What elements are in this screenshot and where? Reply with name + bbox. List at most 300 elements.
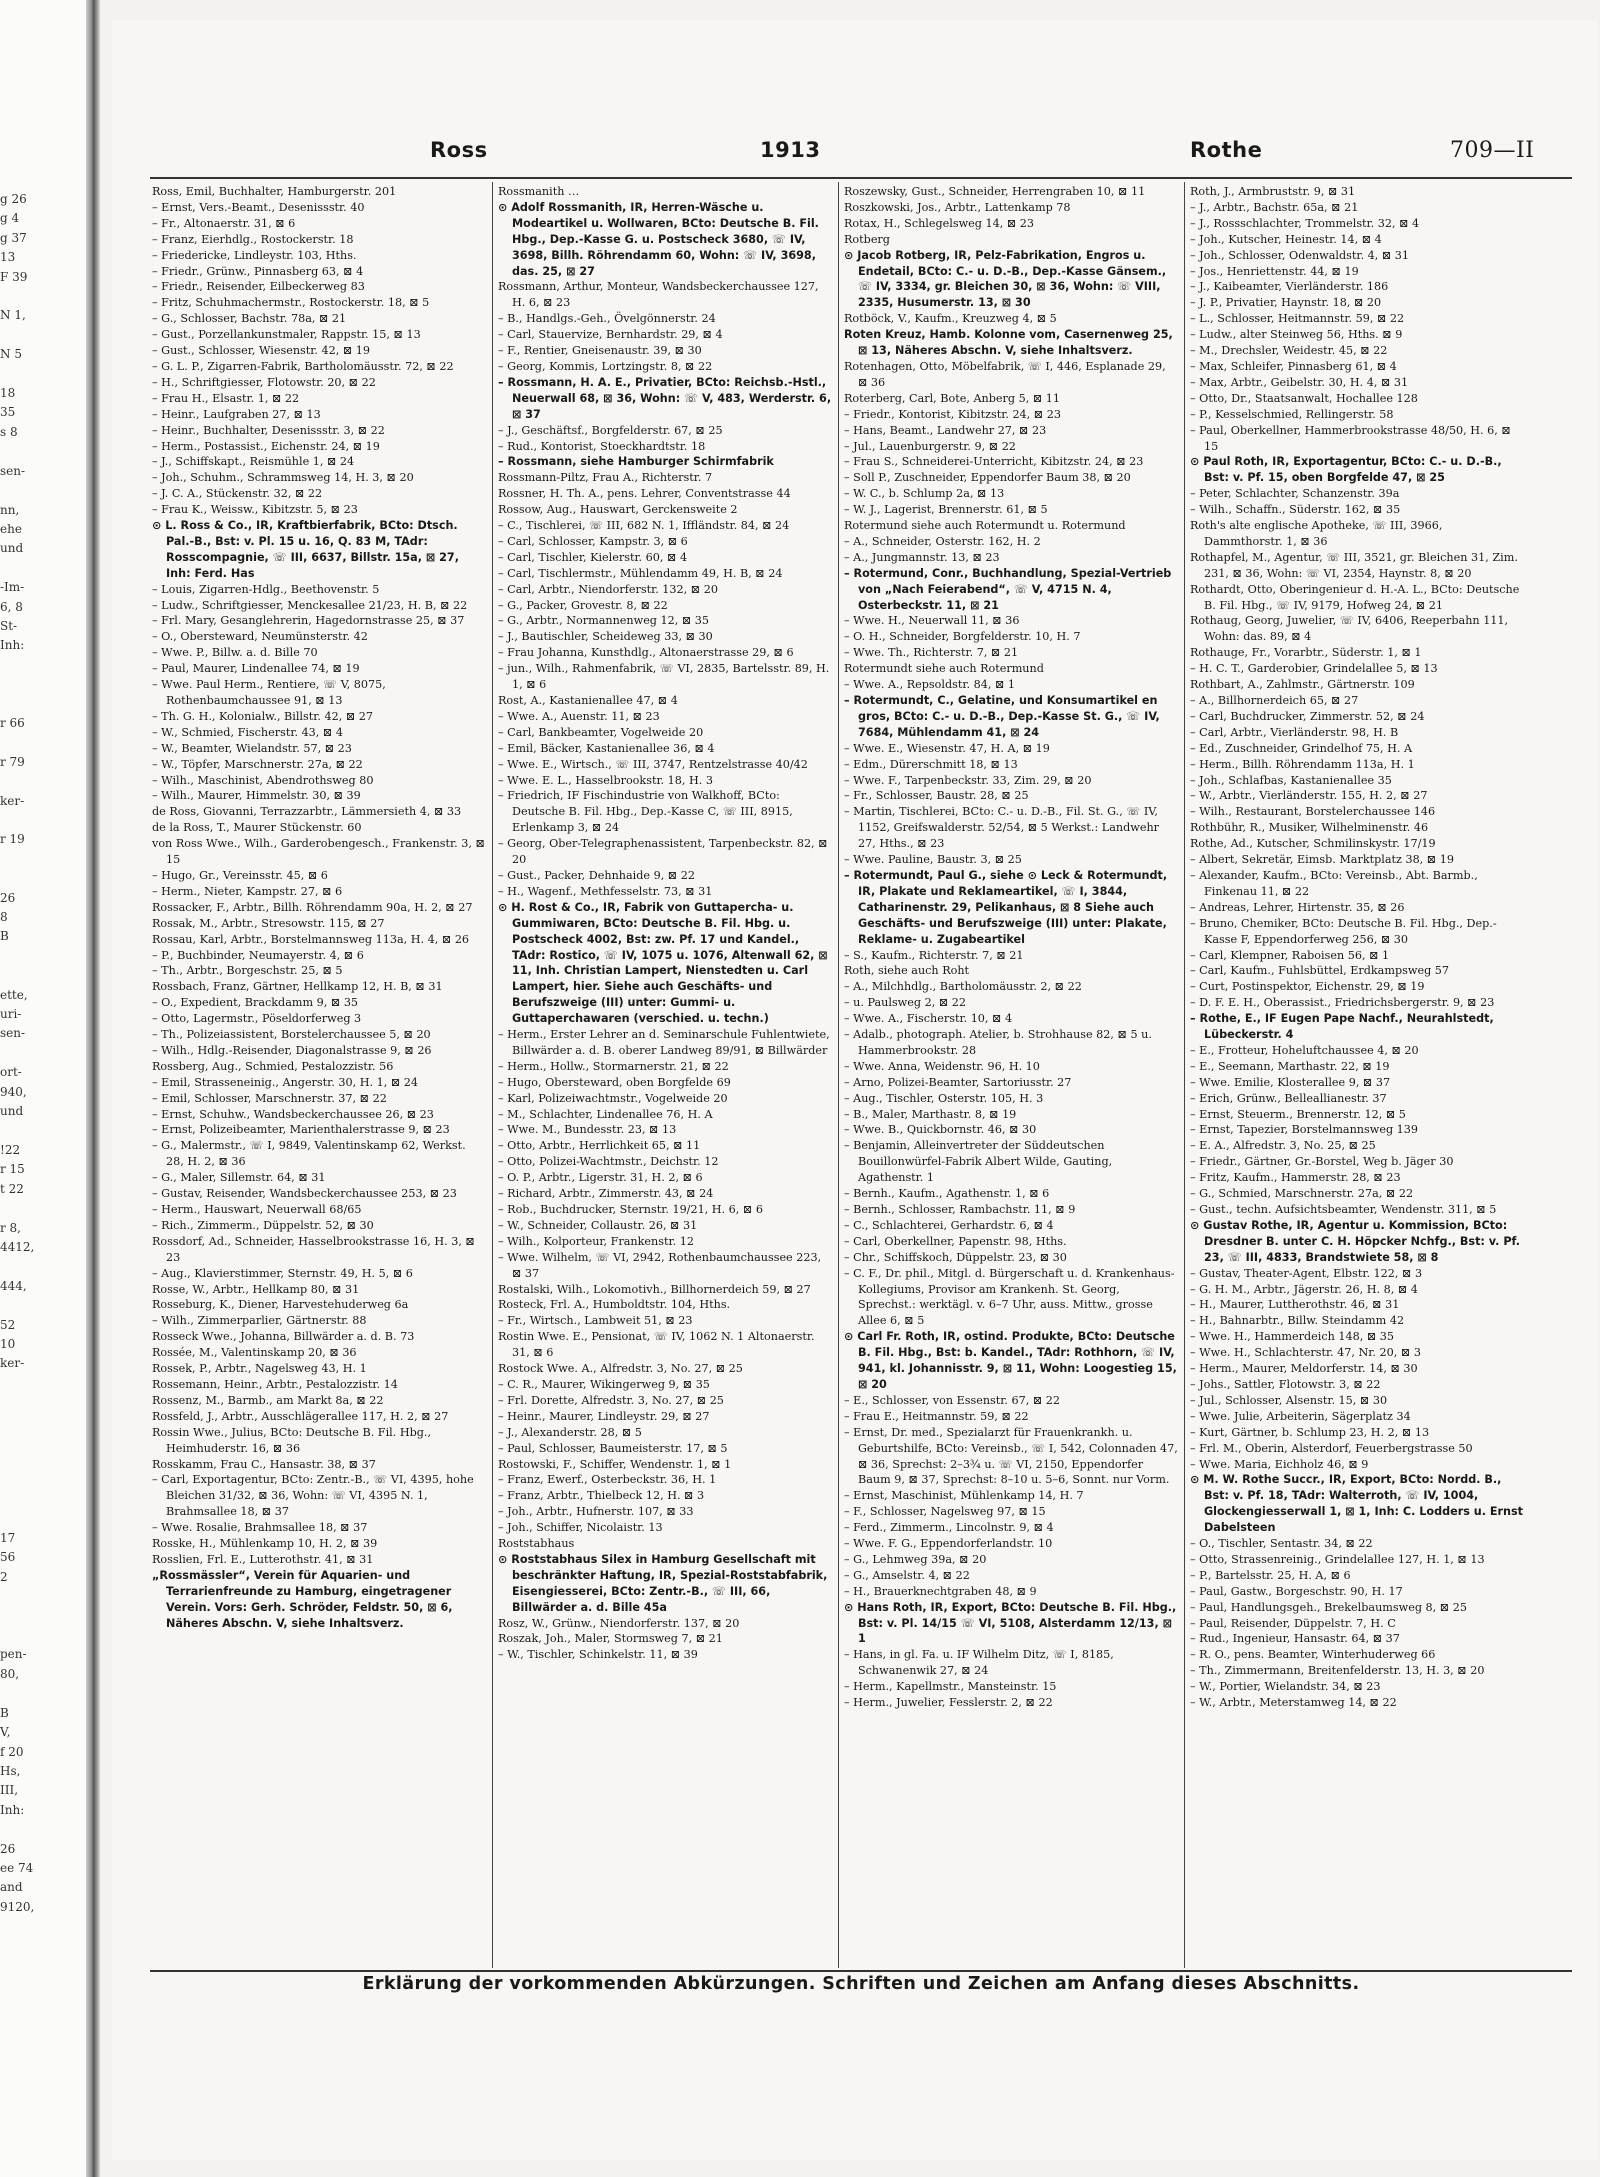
directory-entry: Rossin Wwe., Julius, BCto: Deutsche B. Fil. Hbg., Heimhuderstr. 16, ⊠ 36 [152, 1425, 432, 1455]
directory-entry: – Jul., Schlosser, Alsenstr. 15, ⊠ 30 [1190, 1393, 1388, 1407]
directory-entry: Rossfeld, J., Arbtr., Ausschlägerallee 117, H. 2, ⊠ 27 [152, 1409, 449, 1423]
margin-fragment: uri- [0, 1007, 22, 1022]
previous-page-margin-text [0, 190, 58, 1917]
directory-entry: – P., Buchbinder, Neumayerstr. 4, ⊠ 6 [152, 948, 364, 962]
margin-fragment: ker- [0, 793, 25, 808]
margin-fragment: pen- [0, 1647, 27, 1662]
header-year: 1913 [760, 138, 821, 162]
directory-entry: – Georg, Ober-Telegraphenassistent, Tarpenbeckstr. 82, ⊠ 20 [498, 837, 828, 867]
directory-entry: – Herm., Billh. Röhrendamm 113a, H. 1 [1190, 757, 1415, 771]
directory-entry: – W., Töpfer, Marschnerstr. 27a, ⊠ 22 [152, 757, 363, 771]
directory-entry: ⊙ Jacob Rotberg, IR, Pelz-Fabrikation, Engros u. Endetail, BCto: C.- u. D.-B., Dep.-Kasse Gänsem., ☏ IV, 3334, gr. Bleichen 30, ⊠ 36, Wohn: ☏ VIII, 2335, Husumerstr. 13, ⊠ 30 [844, 248, 1167, 310]
directory-entry: Rothauge, Fr., Vorarbtr., Süderstr. 1, ⊠ 1 [1190, 646, 1422, 660]
margin-fragment: 444, [0, 1278, 27, 1293]
directory-entry: Rothe, Ad., Kutscher, Schmilinskystr. 17/19 [1190, 837, 1436, 851]
directory-entry: Rotböck, V., Kaufm., Kreuzweg 4, ⊠ 5 [844, 312, 1057, 326]
directory-entry: – Albert, Sekretär, Eimsb. Marktplatz 38, ⊠ 19 [1190, 853, 1454, 867]
directory-entry: – E., Frotteur, Hoheluftchaussee 4, ⊠ 20 [1190, 1043, 1419, 1057]
directory-entry: – Karl, Polizeiwachtmstr., Vogelweide 20 [498, 1091, 728, 1105]
directory-entry: Rossak, M., Arbtr., Stresowstr. 115, ⊠ 27 [152, 916, 385, 930]
directory-entry: – W. J., Lagerist, Brennerstr. 61, ⊠ 5 [844, 503, 1048, 517]
margin-fragment: 6, 8 [0, 599, 23, 614]
directory-entry: Rostock Wwe. A., Alfredstr. 3, No. 27, ⊠ 25 [498, 1362, 743, 1376]
margin-fragment: V, [0, 1725, 11, 1740]
directory-entry: Rothbart, A., Zahlmstr., Gärtnerstr. 109 [1190, 678, 1415, 692]
directory-entry: – Ernst, Vers.-Beamt., Desenissstr. 40 [152, 200, 365, 214]
directory-entry: – Carl, Tischler, Kielerstr. 60, ⊠ 4 [498, 550, 688, 564]
margin-fragment: Inh: [0, 638, 25, 653]
directory-entry: – Franz, Arbtr., Thielbeck 12, H. ⊠ 3 [498, 1489, 705, 1503]
directory-entry: Roststabhaus [498, 1537, 575, 1551]
directory-entry: – Wilh., Kolporteur, Frankenstr. 12 [498, 1234, 694, 1248]
directory-entry: ⊙ Adolf Rossmanith, IR, Herren-Wäsche u. Modeartikel u. Wollwaren, BCto: Deutsche B. Fil. Hbg., Dep.-Kasse G. u. Postscheck 3680, ☏ IV, 3698, Billh. Röhrendamm 60, Wohn: ☏ IV, 3698, das. 25, ⊠ 27 [498, 200, 819, 278]
directory-entry: Rosseburg, K., Diener, Harvestehuderweg 6a [152, 1298, 409, 1312]
directory-entry: – Soll P., Zuschneider, Eppendorfer Baum 38, ⊠ 20 [844, 471, 1131, 485]
directory-entry: – Wilh., Maurer, Himmelstr. 30, ⊠ 39 [152, 789, 361, 803]
directory-entry: ⊙ Paul Roth, IR, Exportagentur, BCto: C.- u. D.-B., Bst: v. Pf. 15, oben Borgfelde 47, ⊠ 25 [1190, 455, 1502, 485]
margin-fragment [0, 1587, 58, 1606]
directory-entry: – Friedr., Gärtner, Gr.-Borstel, Weg b. Jäger 30 [1190, 1155, 1454, 1169]
directory-entry: – J. C. A., Stückenstr. 32, ⊠ 22 [152, 487, 323, 501]
directory-entry: Rossow, Aug., Hauswart, Gerckensweite 2 [498, 503, 738, 517]
directory-entry: – Rothe, E., IF Eugen Pape Nachf., Neurahlstedt, Lübeckerstr. 4 [1190, 1012, 1494, 1042]
margin-fragment: ker- [0, 1356, 25, 1371]
directory-entry: – O., Obersteward, Neumünsterstr. 42 [152, 630, 368, 644]
directory-entry: Roszewsky, Gust., Schneider, Herrengraben 10, ⊠ 11 [844, 185, 1146, 198]
margin-fragment: ort- [0, 1065, 22, 1080]
directory-entry: – F., Schlosser, Nagelsweg 97, ⊠ 15 [844, 1505, 1046, 1519]
margin-fragment: 52 [0, 1317, 16, 1332]
directory-entry: Rossmanith … [498, 185, 580, 198]
directory-entry: – H., Maurer, Luttherothstr. 46, ⊠ 31 [1190, 1298, 1400, 1312]
margin-fragment: B [0, 1705, 9, 1720]
directory-entry: – O., Tischler, Sentastr. 34, ⊠ 22 [1190, 1537, 1373, 1551]
header-first-name: Ross [430, 138, 488, 162]
directory-entry: – Emil, Strasseneinig., Angerstr. 30, H. 1, ⊠ 24 [152, 1075, 418, 1089]
directory-entry: – Jul., Lauenburgerstr. 9, ⊠ 22 [844, 439, 1016, 453]
directory-entry: – Joh., Schlafbas, Kastanienallee 35 [1190, 773, 1392, 787]
directory-entry: Rothapfel, M., Agentur, ☏ III, 3521, gr. Bleichen 31, Zim. 231, ⊠ 36, Wohn: ☏ VI, 2354, Haynstr. 8, ⊠ 20 [1190, 550, 1518, 580]
margin-fragment: 8 [0, 910, 8, 925]
directory-entry: – Rossmann, siehe Hamburger Schirmfabrik [498, 455, 774, 469]
directory-entry: – Ferd., Zimmerm., Lincolnstr. 9, ⊠ 4 [844, 1521, 1054, 1535]
directory-entry: – Joh., Arbtr., Hufnerstr. 107, ⊠ 33 [498, 1505, 694, 1519]
directory-column-4 [1190, 184, 1524, 1966]
directory-entry: – Herm., Nieter, Kampstr. 27, ⊠ 6 [152, 884, 343, 898]
directory-entry: – Ernst, Polizeibeamter, Marienthalerstrasse 9, ⊠ 23 [152, 1123, 450, 1137]
directory-entry: – Ernst, Schuhw., Wandsbeckerchaussee 26, ⊠ 23 [152, 1107, 434, 1121]
column-divider [1184, 182, 1185, 1968]
directory-entry: – Wwe. A., Auenstr. 11, ⊠ 23 [498, 709, 660, 723]
directory-entry: – Rob., Buchdrucker, Sternstr. 19/21, H. 6, ⊠ 6 [498, 1203, 763, 1216]
directory-entry: – P., Kesselschmied, Rellingerstr. 58 [1190, 407, 1394, 421]
margin-fragment: III, [0, 1783, 19, 1798]
directory-entry: – J., Alexanderstr. 28, ⊠ 5 [498, 1425, 642, 1439]
directory-entry: – Wwe. Pauline, Baustr. 3, ⊠ 25 [844, 853, 1022, 867]
footer-rule [150, 1970, 1572, 1972]
column-divider [838, 182, 839, 1968]
directory-entry: – J., Arbtr., Bachstr. 65a, ⊠ 21 [1190, 200, 1359, 214]
directory-entry: Roten Kreuz, Hamb. Kolonne vom, Casernenweg 25, ⊠ 13, Näheres Abschn. V, siehe Inhaltsverz. [844, 328, 1173, 358]
directory-entry: – Frl. Dorette, Alfredstr. 3, No. 27, ⊠ 25 [498, 1393, 724, 1407]
margin-fragment: Inh: [0, 1802, 25, 1817]
margin-fragment: 13 [0, 250, 16, 265]
margin-fragment [0, 695, 58, 714]
directory-entry: – W. C., b. Schlump 2a, ⊠ 13 [844, 487, 1005, 501]
margin-fragment [0, 1451, 58, 1470]
directory-entry: Rothaug, Georg, Juwelier, ☏ IV, 6406, Reeperbahn 111, Wohn: das. 89, ⊠ 4 [1190, 614, 1509, 644]
directory-entry: Rossbach, Franz, Gärtner, Hellkamp 12, H. B, ⊠ 31 [152, 980, 443, 994]
directory-column-1 [152, 184, 486, 1966]
directory-entry: – G., Arbtr., Normannenweg 12, ⊠ 35 [498, 614, 710, 628]
margin-fragment [0, 966, 58, 985]
directory-entry: Rosslien, Frl. E., Lutterothstr. 41, ⊠ 31 [152, 1552, 374, 1566]
directory-entry: – G., Malermstr., ☏ I, 9849, Valentinskamp 62, Werkst. 28, H. 2, ⊠ 36 [152, 1139, 466, 1169]
directory-entry: – Wilh., Restaurant, Borstelerchaussee 146 [1190, 805, 1436, 819]
directory-entry: – Carl, Kaufm., Fuhlsbüttel, Erdkampsweg 57 [1190, 964, 1450, 978]
directory-entry: – Ernst, Tapezier, Borstelmannsweg 139 [1190, 1123, 1419, 1137]
margin-fragment: nn, [0, 502, 20, 517]
directory-entry: – J., Rossschlachter, Trommelstr. 32, ⊠ 4 [1190, 216, 1420, 230]
directory-entry: – Max, Arbtr., Geibelstr. 30, H. 4, ⊠ 31 [1190, 375, 1409, 389]
directory-entry: – Edm., Dürerschmitt 18, ⊠ 13 [844, 757, 1018, 771]
directory-entry: – H., Schriftgiesser, Flotowstr. 20, ⊠ 22 [152, 375, 376, 389]
directory-entry: Roth's alte englische Apotheke, ☏ III, 3966, Dammthorstr. 1, ⊠ 36 [1190, 519, 1443, 548]
directory-entry: – Rossmann, H. A. E., Privatier, BCto: Reichsb.-Hstl., Neuerwall 68, ⊠ 36, Wohn: ☏ V, 483, Werderstr. 6, ⊠ 37 [498, 375, 832, 421]
directory-entry: – Frau E., Heitmannstr. 59, ⊠ 22 [844, 1409, 1029, 1423]
directory-entry: – C. F., Dr. phil., Mitgl. d. Bürgerschaft u. d. Krankenhaus-Kollegiums, Provisor am Krankenh. St. Georg, Sprechst.: werktägl. v. 6–7 Uhr, auss. Mittw., grosse Allee 6, ⊠ 5 [844, 1266, 1175, 1328]
directory-entry: – Wwe. E. L., Hasselbrookstr. 18, H. 3 [498, 773, 714, 787]
margin-fragment [0, 1820, 58, 1839]
margin-fragment: t 22 [0, 1181, 24, 1196]
directory-entry: – D. F. E. H., Oberassist., Friedrichsbergerstr. 9, ⊠ 23 [1190, 996, 1495, 1010]
directory-entry: – Frau Johanna, Kunsthdlg., Altonaerstrasse 29, ⊠ 6 [498, 646, 794, 660]
directory-entry: Rosz, W., Grünw., Niendorferstr. 137, ⊠ 20 [498, 1616, 740, 1630]
margin-fragment [0, 1296, 58, 1315]
directory-entry: – J., Bautischler, Scheideweg 33, ⊠ 30 [498, 630, 713, 644]
directory-entry: Rosteck, Frl. A., Humboldtstr. 104, Hths. [498, 1298, 731, 1312]
directory-entry: – A., Schneider, Osterstr. 162, H. 2 [844, 534, 1041, 548]
directory-entry: – Gust., Schlosser, Wiesenstr. 42, ⊠ 19 [152, 344, 371, 358]
directory-entry: Rostowski, F., Schiffer, Wendenstr. 1, ⊠ 1 [498, 1457, 732, 1471]
directory-entry: – Wwe. B., Quickbornstr. 46, ⊠ 30 [844, 1123, 1037, 1137]
directory-entry: „Rossmässler“, Verein für Aquarien- und Terrarienfreunde zu Hamburg, eingetragener Verein. Vors: Gerh. Schröder, Feldstr. 50, ⊠ 6, Näheres Abschn. V, siehe Inhaltsverz. [152, 1568, 453, 1630]
directory-entry: – H., Brauerknechtgraben 48, ⊠ 9 [844, 1584, 1037, 1598]
directory-entry: – Jos., Henriettenstr. 44, ⊠ 19 [1190, 264, 1359, 278]
directory-entry: – Wwe. F., Tarpenbeckstr. 33, Zim. 29, ⊠ 20 [844, 773, 1092, 787]
margin-fragment: F 39 [0, 269, 28, 284]
margin-fragment: N 1, [0, 308, 26, 323]
directory-entry: – Wwe. H., Neuerwall 11, ⊠ 36 [844, 614, 1020, 628]
directory-entry: – J., Geschäftsf., Borgfelderstr. 67, ⊠ 25 [498, 423, 723, 437]
margin-fragment [0, 811, 58, 830]
margin-fragment: sen- [0, 1026, 26, 1041]
directory-entry: – Carl, Arbtr., Niendorferstr. 132, ⊠ 20 [498, 582, 718, 596]
directory-entry: Rotax, H., Schlegelsweg 14, ⊠ 23 [844, 216, 1035, 230]
directory-entry: Rossdorf, Ad., Schneider, Hasselbrookstrasse 16, H. 3, ⊠ 23 [152, 1234, 475, 1264]
directory-entry: – C., Schlachterei, Gerhardstr. 6, ⊠ 4 [844, 1218, 1054, 1232]
directory-entry: – jun., Wilh., Rahmenfabrik, ☏ VI, 2835, Bartelsstr. 89, H. 1, ⊠ 6 [498, 662, 830, 692]
directory-entry: – Wilh., Schaffn., Süderstr. 162, ⊠ 35 [1190, 503, 1401, 517]
directory-entry: – Fr., Altonaerstr. 31, ⊠ 6 [152, 216, 296, 230]
margin-fragment [0, 733, 58, 752]
directory-entry: – Otto, Lagermstr., Pöseldorferweg 3 [152, 1012, 362, 1026]
directory-entry: – G., Schmied, Marschnerstr. 27a, ⊠ 22 [1190, 1187, 1414, 1201]
directory-entry: – Ernst, Steuerm., Brennerstr. 12, ⊠ 5 [1190, 1107, 1406, 1121]
directory-entry: – G., Amselstr. 4, ⊠ 22 [844, 1568, 970, 1582]
directory-entry: Rossek, P., Arbtr., Nagelsweg 43, H. 1 [152, 1362, 367, 1376]
margin-fragment: 4412, [0, 1239, 35, 1254]
directory-entry: – Joh., Kutscher, Heinestr. 14, ⊠ 4 [1190, 232, 1382, 246]
directory-entry: – Joh., Schiffer, Nicolaistr. 13 [498, 1521, 663, 1535]
directory-entry: Rossemann, Heinr., Arbtr., Pestalozzistr. 14 [152, 1377, 398, 1391]
directory-entry: – Frau H., Elsastr. 1, ⊠ 22 [152, 391, 300, 405]
directory-entry: Rost, A., Kastanienallee 47, ⊠ 4 [498, 694, 678, 707]
margin-fragment [0, 1432, 58, 1451]
directory-entry: – Rud., Kontorist, Stoeckhardtstr. 18 [498, 439, 706, 453]
margin-fragment [0, 1199, 58, 1218]
header-rule [150, 177, 1572, 179]
directory-entry: – Wilh., Zimmerparlier, Gärtnerstr. 88 [152, 1314, 367, 1328]
directory-entry: – G., Maler, Sillemstr. 64, ⊠ 31 [152, 1171, 326, 1185]
directory-entry: – Paul, Gastw., Borgeschstr. 90, H. 17 [1190, 1584, 1403, 1598]
margin-fragment: ette, [0, 987, 28, 1002]
directory-entry: Rossenz, M., Barmb., am Markt 8a, ⊠ 22 [152, 1393, 384, 1407]
directory-entry: – Carl, Bankbeamter, Vogelweide 20 [498, 725, 704, 739]
directory-entry: – Kurt, Gärtner, b. Schlump 23, H. 2, ⊠ 13 [1190, 1425, 1430, 1439]
margin-fragment [0, 1413, 58, 1432]
directory-entry: Ross, Emil, Buchhalter, Hamburgerstr. 201 [152, 185, 397, 198]
directory-entry: – Adalb., photograph. Atelier, b. Strohhause 82, ⊠ 5 u. Hammerbrookstr. 28 [844, 1028, 1152, 1057]
directory-entry: – Peter, Schlachter, Schanzenstr. 39a [1190, 487, 1400, 501]
directory-entry: – Wwe. Paul Herm., Rentiere, ☏ V, 8075, Rothenbaumchaussee 91, ⊠ 13 [152, 678, 386, 707]
directory-entry: – Rud., Ingenieur, Hansastr. 64, ⊠ 37 [1190, 1632, 1400, 1646]
directory-entry: – Paul, Maurer, Lindenallee 74, ⊠ 19 [152, 662, 360, 676]
margin-fragment: and [0, 1880, 23, 1895]
directory-entry: – Curt, Postinspektor, Eichenstr. 29, ⊠ 19 [1190, 980, 1425, 994]
directory-column-2 [498, 184, 832, 1966]
directory-entry: – Emil, Bäcker, Kastanienallee 36, ⊠ 4 [498, 741, 715, 755]
directory-entry: – Hans, in gl. Fa. u. IF Wilhelm Ditz, ☏ I, 8185, Schwanenwik 27, ⊠ 24 [844, 1648, 1114, 1678]
directory-entry: – Ludw., alter Steinweg 56, Hths. ⊠ 9 [1190, 328, 1403, 342]
margin-fragment: 56 [0, 1550, 16, 1565]
directory-entry: – Carl, Oberkellner, Papenstr. 98, Hths. [844, 1234, 1067, 1248]
margin-fragment: 80, [0, 1666, 20, 1681]
directory-entry: – Wilh., Hdlg.-Reisender, Diagonalstrasse 9, ⊠ 26 [152, 1043, 432, 1057]
directory-entry: – Gust., techn. Aufsichtsbeamter, Wendenstr. 311, ⊠ 5 [1190, 1203, 1497, 1216]
margin-fragment: 26 [0, 1841, 16, 1856]
margin-fragment: g 37 [0, 230, 27, 245]
directory-entry: – Friedericke, Lindleystr. 103, Hths. [152, 248, 357, 262]
directory-entry: – Paul, Oberkellner, Hammerbrookstrasse 48/50, H. 6, ⊠ 15 [1190, 423, 1511, 453]
page-header [430, 138, 1590, 172]
directory-entry: – Gustav, Theater-Agent, Elbstr. 122, ⊠ 3 [1190, 1266, 1423, 1280]
directory-entry: – Erich, Grünw., Belleallianestr. 37 [1190, 1091, 1387, 1105]
directory-entry: – Heinr., Laufgraben 27, ⊠ 13 [152, 407, 321, 421]
directory-entry: – Wwe. Anna, Weidenstr. 96, H. 10 [844, 1059, 1040, 1073]
directory-entry: – W., Portier, Wielandstr. 34, ⊠ 23 [1190, 1680, 1381, 1694]
directory-entry: – Carl, Tischlermstr., Mühlendamm 49, H. B, ⊠ 24 [498, 566, 783, 580]
directory-entry: – Carl, Klempner, Raboisen 56, ⊠ 1 [1190, 948, 1390, 962]
directory-entry: – Wwe. Wilhelm, ☏ VI, 2942, Rothenbaumchaussee 223, ⊠ 37 [498, 1250, 822, 1280]
directory-entry: – W., Schmied, Fischerstr. 43, ⊠ 4 [152, 725, 343, 739]
directory-entry: – A., Jungmannstr. 13, ⊠ 23 [844, 550, 1000, 564]
directory-entry: – u. Paulsweg 2, ⊠ 22 [844, 996, 966, 1010]
margin-fragment: r 66 [0, 715, 25, 730]
directory-entry: – Herm., Juwelier, Fesslerstr. 2, ⊠ 22 [844, 1696, 1053, 1710]
directory-entry: – Johs., Sattler, Flotowstr. 3, ⊠ 22 [1190, 1377, 1381, 1391]
margin-fragment [0, 1607, 58, 1626]
directory-entry: – Carl, Exportagentur, BCto: Zentr.-B., ☏ VI, 4395, hohe Bleichen 31/32, ⊠ 36, Wohn: ☏ VI, 4395 N. 1, Brahmsallee 18, ⊠ 37 [152, 1473, 474, 1519]
directory-entry: Rossmann, Arthur, Monteur, Wandsbeckerchaussee 127, H. 6, ⊠ 23 [498, 280, 819, 310]
directory-entry: de la Ross, T., Maurer Stückenstr. 60 [152, 821, 362, 835]
margin-fragment: 26 [0, 890, 16, 905]
margin-fragment [0, 656, 58, 675]
directory-entry: – Alexander, Kaufm., BCto: Vereinsb., Abt. Barmb., Finkenau 11, ⊠ 22 [1190, 868, 1478, 898]
directory-entry: – F., Rentier, Gneisenaustr. 39, ⊠ 30 [498, 344, 702, 358]
margin-fragment: und [0, 1104, 24, 1119]
margin-fragment: B [0, 929, 9, 944]
margin-fragment: 9120, [0, 1899, 35, 1914]
directory-entry: Rostin Wwe. E., Pensionat, ☏ IV, 1062 N. 1 Altonaerstr. 31, ⊠ 6 [498, 1330, 815, 1360]
directory-entry: – Rich., Zimmerm., Düppelstr. 52, ⊠ 30 [152, 1218, 374, 1232]
directory-entry: – Fritz, Schuhmachermstr., Rostockerstr. 18, ⊠ 5 [152, 296, 430, 310]
header-last-name: Rothe [1190, 138, 1263, 162]
directory-entry: von Ross Wwe., Wilh., Garderobengesch., Frankenstr. 3, ⊠ 15 [152, 837, 485, 867]
directory-entry: – G., Packer, Grovestr. 8, ⊠ 22 [498, 598, 668, 612]
directory-entry: – Wwe. F. G., Eppendorferlandstr. 10 [844, 1537, 1053, 1551]
directory-entry: ⊙ L. Ross & Co., IR, Kraftbierfabrik, BCto: Dtsch. Pal.-B., Bst: v. Pl. 15 u. 16, Q. 83 M, TAdr: Rosscompagnie, ☏ III, 6637, Billstr. 15a, ⊠ 27, Inh: Ferd. Has [152, 519, 459, 580]
directory-entry: Rossmann-Piltz, Frau A., Richterstr. 7 [498, 471, 713, 485]
directory-entry: – Louis, Zigarren-Hdlg., Beethovenstr. 5 [152, 582, 380, 596]
directory-entry: – E. A., Alfredstr. 3, No. 25, ⊠ 25 [1190, 1139, 1376, 1153]
directory-entry: – Gust., Packer, Dehnhaide 9, ⊠ 22 [498, 868, 695, 882]
directory-entry: – Friedr., Reisender, Eilbeckerweg 83 [152, 280, 365, 294]
directory-entry: – Fr., Wirtsch., Lambweit 51, ⊠ 23 [498, 1314, 693, 1328]
directory-entry: – W., Arbtr., Vierländerstr. 155, H. 2, ⊠ 27 [1190, 789, 1428, 803]
directory-entry: ⊙ Hans Roth, IR, Export, BCto: Deutsche B. Fil. Hbg., Bst: v. Pl. 14/15 ☏ VI, 5108, Alsterdamm 12/13, ⊠ 1 [844, 1600, 1177, 1646]
directory-entry: – B., Handlgs.-Geh., Övelgönnerstr. 24 [498, 312, 716, 326]
directory-entry: Rotenhagen, Otto, Möbelfabrik, ☏ I, 446, Esplanade 29, ⊠ 36 [844, 359, 1166, 389]
directory-entry: – Aug., Klavierstimmer, Sternstr. 49, H. 5, ⊠ 6 [152, 1266, 413, 1280]
directory-entry: – Hans, Beamt., Landwehr 27, ⊠ 23 [844, 423, 1047, 437]
directory-entry: – Wwe. A., Fischerstr. 10, ⊠ 4 [844, 1012, 1013, 1026]
directory-entry: ⊙ Roststabhaus Silex in Hamburg Gesellschaft mit beschränkter Haftung, IR, Spezial-Roststabfabrik, Eisengiesserei, BCto: Zentr.-B., ☏ III, 66, Billwärder a. d. Bille 45a [498, 1552, 828, 1614]
directory-entry: – R. O., pens. Beamter, Winterhuderweg 66 [1190, 1648, 1436, 1662]
directory-entry: – L., Schlosser, Heitmannstr. 59, ⊠ 22 [1190, 312, 1405, 326]
directory-entry: – Chr., Schiffskoch, Düppelstr. 23, ⊠ 30 [844, 1250, 1067, 1264]
directory-entry: – W., Arbtr., Meterstamweg 14, ⊠ 22 [1190, 1696, 1397, 1710]
directory-entry: Rossacker, F., Arbtr., Billh. Röhrendamm 90a, H. 2, ⊠ 27 [152, 900, 473, 914]
directory-entry: Rossée, M., Valentinskamp 20, ⊠ 36 [152, 1346, 357, 1360]
margin-fragment: 18 [0, 386, 16, 401]
margin-fragment: Hs, [0, 1763, 21, 1778]
margin-fragment [0, 1626, 58, 1645]
directory-entry: – Herm., Hollw., Stormarnerstr. 21, ⊠ 22 [498, 1059, 729, 1073]
directory-entry: – Paul, Schlosser, Baumeisterstr. 17, ⊠ 5 [498, 1441, 728, 1455]
directory-entry: – Th., Zimmermann, Breitenfelderstr. 13, H. 3, ⊠ 20 [1190, 1664, 1485, 1678]
directory-entry: – B., Maler, Marthastr. 8, ⊠ 19 [844, 1107, 1017, 1121]
margin-fragment: f 20 [0, 1744, 24, 1759]
directory-entry: – Wwe. H., Schlachterstr. 47, Nr. 20, ⊠ 3 [1190, 1346, 1421, 1360]
directory-entry: – Herm., Hauswart, Neuerwall 68/65 [152, 1203, 362, 1216]
directory-entry: – Hugo, Obersteward, oben Borgfelde 69 [498, 1075, 731, 1089]
directory-entry: – Andreas, Lehrer, Hirtenstr. 35, ⊠ 26 [1190, 900, 1405, 914]
directory-column-3 [844, 184, 1178, 1966]
margin-fragment [0, 1393, 58, 1412]
directory-entry: Rotermundt siehe auch Rotermund [844, 662, 1044, 676]
directory-entry: Roszak, Joh., Maler, Stormsweg 7, ⊠ 21 [498, 1632, 723, 1646]
directory-entry: – Th. G. H., Kolonialw., Billstr. 42, ⊠ 27 [152, 709, 373, 723]
margin-fragment: ehe [0, 521, 22, 536]
margin-fragment [0, 1122, 58, 1141]
directory-entry: – Wwe. A., Repsoldstr. 84, ⊠ 1 [844, 678, 1015, 692]
directory-entry: – Max, Schleifer, Pinnasberg 61, ⊠ 4 [1190, 359, 1397, 373]
directory-entry: Roszkowski, Jos., Arbtr., Lattenkamp 78 [844, 200, 1071, 214]
margin-fragment [0, 869, 58, 888]
directory-entry: – Carl, Arbtr., Vierländerstr. 98, H. B [1190, 725, 1399, 739]
directory-entry: – Carl, Stauervize, Bernhardstr. 29, ⊠ 4 [498, 328, 723, 342]
directory-entry: – A., Billhornerdeich 65, ⊠ 27 [1190, 694, 1359, 707]
margin-fragment: und [0, 541, 24, 556]
directory-entry: – Carl, Schlosser, Kampstr. 3, ⊠ 6 [498, 534, 688, 548]
directory-entry: Roterberg, Carl, Bote, Anberg 5, ⊠ 11 [844, 391, 1061, 405]
directory-entry: – G. H. M., Arbtr., Jägerstr. 26, H. 8, ⊠ 4 [1190, 1282, 1418, 1296]
margin-fragment: 940, [0, 1084, 27, 1099]
directory-entry: – Wwe. Rosalie, Brahmsallee 18, ⊠ 37 [152, 1521, 368, 1535]
directory-entry: Rosske, H., Mühlenkamp 10, H. 2, ⊠ 39 [152, 1537, 378, 1551]
directory-entry: – Otto, Polizei-Wachtmstr., Deichstr. 12 [498, 1155, 719, 1169]
directory-entry: – Ernst, Dr. med., Spezialarzt für Frauenkrankh. u. Geburtshilfe, BCto: Vereinsb., ☏ I, 542, Colonnaden 47, ⊠ 36, Sprechst: 2–3¾ u. ☏ VI, 2150, Eppendorfer Baum 9, ⊠ 37, Sprechst: 8–10 u. 5–6, Sonnt. nur Vorm. [844, 1425, 1178, 1487]
directory-entry: – W., Tischler, Schinkelstr. 11, ⊠ 39 [498, 1648, 698, 1662]
margin-fragment [0, 1257, 58, 1276]
abbreviation-note: Erklärung der vorkommenden Abkürzungen. Schriften und Zeichen am Anfang dieses Abschnitts. [362, 1974, 1360, 1994]
directory-entry: – Wwe. Maria, Eichholz 46, ⊠ 9 [1190, 1457, 1369, 1471]
directory-entry: – Friedr., Grünw., Pinnasberg 63, ⊠ 4 [152, 264, 364, 278]
directory-entry: – W., Beamter, Wielandstr. 57, ⊠ 23 [152, 741, 352, 755]
directory-entry: – Wwe. P., Billw. a. d. Bille 70 [152, 646, 318, 660]
directory-entry: – Frl. Mary, Gesanglehrerin, Hagedornstrasse 25, ⊠ 37 [152, 614, 465, 628]
directory-entry: – Wwe. Emilie, Klosterallee 9, ⊠ 37 [1190, 1075, 1391, 1089]
directory-entry: – Herm., Maurer, Meldorferstr. 14, ⊠ 30 [1190, 1362, 1418, 1376]
directory-entry: – Carl, Buchdrucker, Zimmerstr. 52, ⊠ 24 [1190, 709, 1425, 723]
directory-entry: – Bruno, Chemiker, BCto: Deutsche B. Fil. Hbg., Dep.-Kasse F, Eppendorferweg 256, ⊠ 30 [1190, 916, 1497, 946]
directory-entry: – C. R., Maurer, Wikingerweg 9, ⊠ 35 [498, 1377, 710, 1391]
directory-entry: Rothardt, Otto, Oberingenieur d. H.-A. L., BCto: Deutsche B. Fil. Hbg., ☏ IV, 9179, Hofweg 24, ⊠ 21 [1190, 582, 1520, 612]
margin-fragment [0, 287, 58, 306]
directory-entry: – Friedr., Kontorist, Kibitzstr. 24, ⊠ 23 [844, 407, 1061, 421]
margin-fragment: St- [0, 618, 18, 633]
directory-entry: – Paul, Handlungsgeh., Brekelbaumsweg 8, ⊠ 25 [1190, 1600, 1467, 1614]
margin-fragment: ee 74 [0, 1860, 34, 1875]
margin-fragment [0, 772, 58, 791]
directory-entry: Rosskamm, Frau C., Hansastr. 38, ⊠ 37 [152, 1457, 376, 1471]
directory-entry: – H., Wagenf., Methfesselstr. 73, ⊠ 31 [498, 884, 713, 898]
directory-entry: ⊙ M. W. Rothe Succr., IR, Export, BCto: Nordd. B., Bst: v. Pf. 18, TAdr: Walterroth, ☏ IV, 1004, Glockengiesserwall 1, ⊠ 1, Inh: C. Lodders u. Ernst Dabelsteen [1190, 1473, 1524, 1535]
directory-entry: – E., Seemann, Marthastr. 22, ⊠ 19 [1190, 1059, 1390, 1073]
directory-entry: – Franz, Ewerf., Osterbeckstr. 36, H. 1 [498, 1473, 717, 1487]
margin-fragment [0, 1684, 58, 1703]
directory-entry: – G., Lehmweg 39a, ⊠ 20 [844, 1552, 987, 1566]
directory-entry: – Otto, Dr., Staatsanwalt, Hochallee 128 [1190, 391, 1418, 405]
directory-entry: – Gust., Porzellankunstmaler, Rappstr. 15, ⊠ 13 [152, 328, 421, 342]
directory-entry: – Friedrich, IF Fischindustrie von Walkhoff, BCto: Deutsche B. Fil. Hbg., Dep.-Kasse C, ☏ III, 8915, Erlenkamp 3, ⊠ 24 [498, 789, 793, 835]
directory-entry: – Martin, Tischlerei, BCto: C.- u. D.-B., Fil. St. G., ☏ IV, 1152, Greifswalderstr. 52/54, ⊠ 5 Werkst.: Landwehr 27, Hths., ⊠ 23 [844, 805, 1159, 851]
directory-entry: Rossner, H. Th. A., pens. Lehrer, Conventstrasse 44 [498, 487, 791, 501]
directory-entry: Rosse, W., Arbtr., Hellkamp 80, ⊠ 31 [152, 1282, 360, 1296]
margin-fragment [0, 1374, 58, 1393]
directory-entry: Roth, J., Armbruststr. 9, ⊠ 31 [1190, 185, 1356, 198]
